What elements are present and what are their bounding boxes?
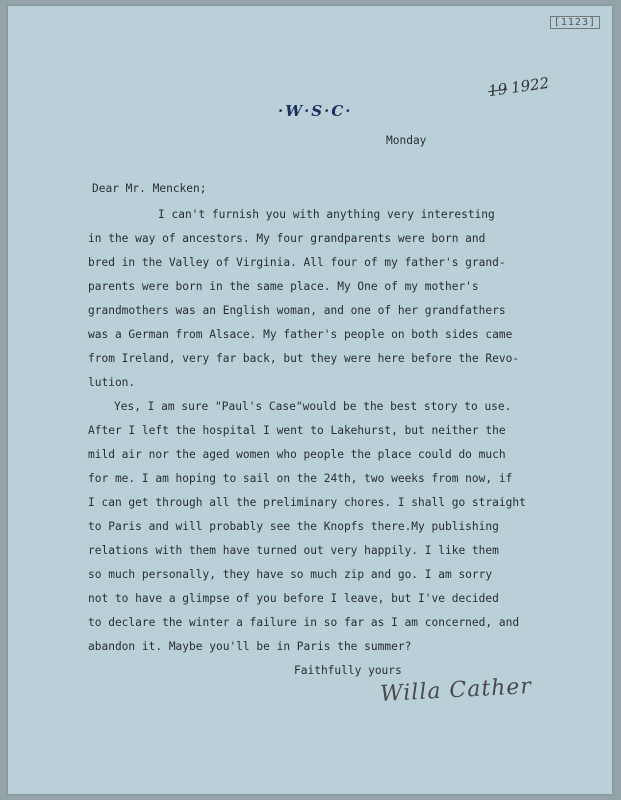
paragraph1-line: bred in the Valley of Virginia. All four of my father's grand-: [88, 256, 506, 269]
paragraph2-line: for me. I am hoping to sail on the 24th, two weeks from now, if: [88, 472, 513, 485]
paragraph2-line: relations with them have turned out very happily. I like them: [88, 544, 499, 557]
salutation: Dear Mr. Mencken;: [92, 182, 207, 195]
paragraph2-line: mild air nor the aged women who people the place could do much: [88, 448, 506, 461]
date-year: 1922: [509, 73, 551, 97]
closing: Faithfully yours: [294, 664, 402, 677]
paragraph1-line: parents were born in the same place. My One of my mother's: [88, 280, 479, 293]
handwritten-date: [487, 74, 550, 100]
archive-number: [1123]: [550, 16, 600, 29]
paragraph1-line: from Ireland, very far back, but they were here before the Revo-: [88, 352, 520, 365]
paragraph2-line: to declare the winter a failure in so far as I am concerned, and: [88, 616, 520, 629]
paragraph1-line: I can't furnish you with anything very interesting: [158, 208, 495, 221]
letter-page: [8, 6, 612, 794]
struck-date: 19: [487, 79, 509, 101]
handwritten-signature: Willa Cather: [379, 674, 533, 707]
paragraph1-line: in the way of ancestors. My four grandparents were born and: [88, 232, 486, 245]
paragraph1-line: was a German from Alsace. My father's people on both sides came: [88, 328, 513, 341]
letterhead-monogram: ·W·S·C·: [278, 102, 353, 120]
paragraph2-line: abandon it. Maybe you'll be in Paris the summer?: [88, 640, 412, 653]
paragraph2-line: Yes, I am sure "Paul's Case"would be the best story to use.: [114, 400, 512, 413]
paragraph2-line: not to have a glimpse of you before I leave, but I've decided: [88, 592, 499, 605]
paragraph2-line: After I left the hospital I went to Lakehurst, but neither the: [88, 424, 506, 437]
paragraph2-line: I can get through all the preliminary chores. I shall go straight: [88, 496, 526, 509]
letter-day: Monday: [386, 134, 427, 147]
paragraph1-line: lution.: [88, 376, 136, 389]
paragraph1-line: grandmothers was an English woman, and one of her grandfathers: [88, 304, 506, 317]
paragraph2-line: to Paris and will probably see the Knopfs there.My publishing: [88, 520, 499, 533]
paragraph2-line: so much personally, they have so much zip and go. I am sorry: [88, 568, 493, 581]
